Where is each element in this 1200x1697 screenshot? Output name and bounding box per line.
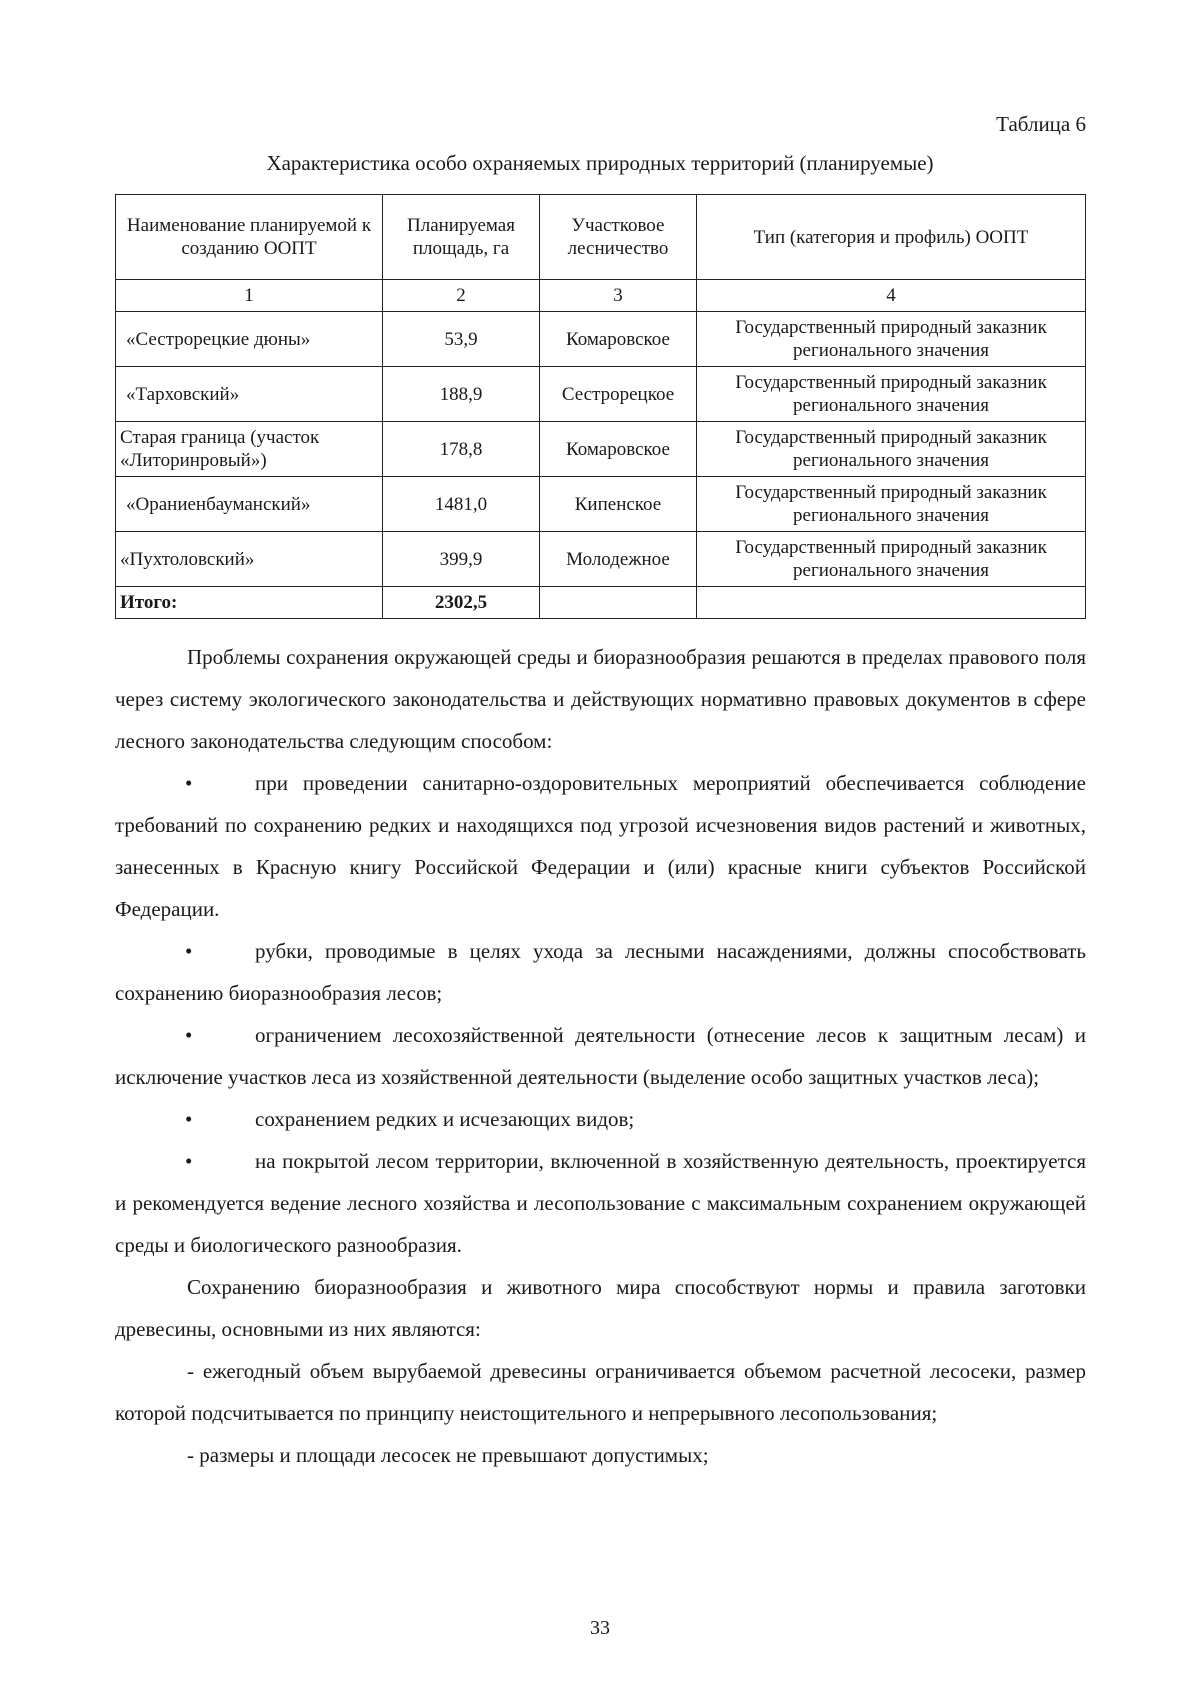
header-type: Тип (категория и профиль) ООПТ [697,195,1086,280]
cell-forestry: Молодежное [540,532,697,587]
bullet-item [115,1014,1086,1098]
column-number: 3 [540,280,697,312]
bullet-icon: • [185,1023,193,1047]
total-empty-cell [540,587,697,619]
cell-forestry: Комаровское [540,312,697,367]
cell-name: «Тарховский» [116,367,383,422]
bullet-icon: • [185,1107,193,1131]
bullet-icon: • [185,1149,193,1173]
cell-type: Государственный природный заказник регионального значения [697,312,1086,367]
total-label: Итого: [116,587,383,619]
dash-item: - размеры и площади лесосек не превышают допустимых; [187,1443,709,1467]
bullet-item [115,762,1086,930]
bullet-text: при проведении санитарно-оздоровительных мероприятий обеспечивается соблюдение требований по сохранению редких и находящихся под угрозой исчезновения видов растений и животных, занесенных в Красную книгу Российской Федерации и (или) красные книги субъектов Российской Федерации. [115,771,1086,921]
body-text [115,636,1086,1476]
header-name: Наименование планируемой к созданию ООПТ [116,195,383,280]
bullet-item [115,930,1086,1014]
cell-type: Государственный природный заказник регионального значения [697,477,1086,532]
bullet-icon: • [185,771,193,795]
bullet-text: рубки, проводимые в целях ухода за лесными насаждениями, должны способствовать сохранению биоразнообразия лесов; [115,939,1086,1005]
table-header-row [116,195,1086,280]
oopt-table [115,194,1086,619]
bullet-item [115,1098,1086,1140]
table-row [116,477,1086,532]
bullet-icon: • [185,939,193,963]
column-number-row [116,280,1086,312]
cell-type: Государственный природный заказник регионального значения [697,532,1086,587]
dash-item: - ежегодный объем вырубаемой древесины ограничивается объемом расчетной лесосеки, размер которой подсчитывается по принципу неистощительного и непрерывного лесопользования; [115,1359,1086,1425]
header-forestry: Участковое лесничество [540,195,697,280]
cell-area: 178,8 [383,422,540,477]
cell-forestry: Сестрорецкое [540,367,697,422]
bullet-text: сохранением редких и исчезающих видов; [255,1107,635,1131]
table-number-label: Таблица 6 [996,112,1086,136]
bullet-item [115,1140,1086,1266]
table-row [116,312,1086,367]
second-paragraph: Сохранению биоразнообразия и животного мира способствуют нормы и правила заготовки древесины, основными из них являются: [115,1275,1086,1341]
cell-forestry: Кипенское [540,477,697,532]
cell-area: 399,9 [383,532,540,587]
page-number: 33 [590,1617,610,1639]
cell-name: «Ораниенбауманский» [116,477,383,532]
cell-area: 1481,0 [383,477,540,532]
cell-name: «Сестрорецкие дюны» [116,312,383,367]
table-row [116,422,1086,477]
column-number: 1 [116,280,383,312]
table-total-row [116,587,1086,619]
intro-paragraph: Проблемы сохранения окружающей среды и биоразнообразия решаются в пределах правового поля через систему экологического законодательства и действующих нормативно правовых документов в сфере лесного законодательства следующим способом: [115,645,1086,753]
cell-name: «Пухтоловский» [116,532,383,587]
cell-area: 188,9 [383,367,540,422]
column-number: 2 [383,280,540,312]
cell-area: 53,9 [383,312,540,367]
total-empty-cell [697,587,1086,619]
cell-type: Государственный природный заказник регионального значения [697,422,1086,477]
column-number: 4 [697,280,1086,312]
table-row [116,367,1086,422]
header-area: Планируемая площадь, га [383,195,540,280]
table-caption: Характеристика особо охраняемых природных территорий (планируемые) [266,151,934,175]
cell-forestry: Комаровское [540,422,697,477]
cell-name: Старая граница (участок «Литоринровый») [116,422,383,477]
table-row [116,532,1086,587]
cell-type: Государственный природный заказник регионального значения [697,367,1086,422]
bullet-text: на покрытой лесом территории, включенной в хозяйственную деятельность, проектируется и рекомендуется ведение лесного хозяйства и лесопользование с максимальным сохранением окружающей среды и биологического разнообразия. [115,1149,1086,1257]
total-area: 2302,5 [383,587,540,619]
bullet-text: ограничением лесохозяйственной деятельности (отнесение лесов к защитным лесам) и исключение участков леса из хозяйственной деятельности (выделение особо защитных участков леса); [115,1023,1086,1089]
